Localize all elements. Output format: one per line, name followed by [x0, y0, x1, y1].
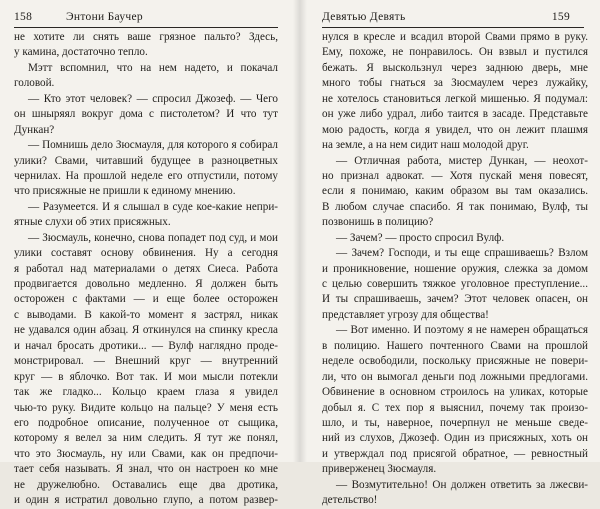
text-line: не удавался один абзац. Я откинулся на спинку кресла	[14, 324, 278, 337]
text-line: продвигается довольно медленно. Я должен быть	[14, 278, 278, 290]
right-page-header	[322, 0, 588, 30]
text-line: — Зачем? Господи, и ты еще спрашиваешь? Взлом	[336, 247, 588, 260]
text-line: В любом случае спасибо. Я так понимаю, Вулф, ты	[322, 200, 588, 213]
text-line: И ты спрашиваешь, зачем? Этот человек опасен, он	[322, 293, 588, 306]
text-line: Дункан?	[14, 123, 55, 136]
text-line: мою радость, когда я увидел, что он лежит плашмя	[322, 123, 588, 136]
text-line: головой.	[14, 77, 55, 90]
header-rule	[14, 27, 278, 28]
text-line: чью-то руку. Видите кольцо на пальце? У меня есть	[14, 401, 278, 414]
right-page	[300, 0, 600, 507]
text-line: бежать. Я выскользнул через заднюю дверь, мне	[322, 61, 588, 74]
text-line: добыл я. С тех пор я выяснил, почему так произо-	[322, 401, 588, 414]
text-line: — Отличная работа, мистер Дункан, — неохот-	[336, 154, 588, 167]
right-page-number: 159	[551, 11, 570, 23]
text-line: представляет угрозу для общества!	[322, 308, 489, 321]
text-line: — Помнишь дело Зюсмауля, для которого я собирал	[28, 139, 278, 152]
text-line: на земле, а на нем сидит наш молодой друг.	[322, 139, 529, 152]
left-page	[0, 0, 300, 507]
header-rule	[322, 27, 584, 28]
text-line: он шныряял вокруг дома с пистолетом? И что тут	[14, 108, 278, 121]
text-line: ли, что он вымогал деньги под ложными предлогами.	[322, 370, 588, 383]
right-page-text	[322, 30, 588, 509]
text-line: круг — в яблочко. Вот так. И мои мысли потекли	[14, 370, 278, 383]
text-line: не дружелюбно. Оставались еще два дротика,	[14, 478, 278, 491]
left-page-header	[14, 0, 278, 30]
text-line: если я понимаю, каким образом вы там оказались.	[322, 185, 588, 198]
text-line: монстрировал. — Внешний круг — внутренний	[14, 355, 278, 368]
text-line: чернилах. На прошлой неделе его отпустили, потому	[14, 169, 278, 182]
text-line: много тобы гнаться за Зюсмаулем через лужайку,	[322, 77, 588, 90]
text-line: которому я велел за ним следить. Я тут же понял,	[14, 432, 278, 445]
text-line: — Зачем? — просто спросил Вулф.	[336, 231, 505, 244]
text-line: не хотите ли снять ваше грязное пальто? Здесь,	[14, 31, 278, 43]
text-line: но признал адвокат. — Хотя пускай меня повесят,	[322, 169, 588, 182]
text-line: — Возмутительно! Он должен ответить за лжесви-	[336, 478, 588, 491]
text-line: — Разумеется. И я слышал в суде кое-какие непри-	[28, 200, 278, 213]
right-running-head: Девятью Девять	[322, 11, 406, 23]
text-line: его подробное описание, полученное от сыщика,	[14, 416, 278, 429]
text-line: улики составят основу обвинения. Ну а сегодня	[14, 247, 278, 260]
left-running-head: Энтони Баучер	[66, 11, 143, 23]
text-line: Мэтт вспомнил, что на нем надето, и покачал	[28, 61, 278, 74]
text-line: ятные слухи об этих присяжных.	[14, 216, 171, 229]
text-line: тает себя называть. Я знал, что он настроен ко мне	[14, 463, 278, 476]
text-line: я работал над материалами о детях Сиеса. Работа	[14, 262, 278, 275]
left-page-text	[14, 30, 278, 509]
text-line: приверженец Зюсмауля.	[322, 463, 437, 476]
text-line: осторожен с фактами — и еще более осторожен	[14, 293, 278, 306]
text-line: позвонишь в полицию?	[322, 216, 434, 229]
text-line: неделе освободили, поскольку присяжные не повери-	[322, 355, 588, 368]
text-line: — Вот именно. И поэтому я не намерен обращаться	[336, 324, 588, 337]
text-line: что это Зюсмауль, ну или Свами, как он предпочи-	[14, 447, 278, 460]
text-line: шло, и ты, наверное, почерпнул не меньше сведе-	[322, 416, 588, 429]
text-line: улики? Свами, читавший будущее в разноцветных	[14, 154, 278, 167]
text-line: что присяжные не пришли к единому мнению.	[14, 185, 236, 198]
text-line: у камина, достаточно тепло.	[14, 46, 148, 59]
text-line: — Зюсмауль, конечно, снова попадет под суд, и мои	[28, 231, 278, 244]
text-line: и проникновение, ношение оружия, слежка за домом	[322, 262, 588, 275]
text-line: ний из слухов, Джозеф. Один из присяжных, хоть он	[322, 432, 588, 445]
text-line: с выводами. В какой-то момент я застрял, никак	[14, 308, 278, 321]
text-line: и один я истратил довольно глупо, а потом развер-	[14, 494, 278, 507]
text-line: и утверждал под присягой обратное, — ревностный	[322, 447, 588, 460]
text-line: и начал бросать дротики... — Вулф наглядно проде-	[14, 339, 278, 352]
text-line: в полицию. Нашего почтенного Свами на прошлой	[322, 339, 588, 352]
text-line: Обвинение в основном строилось на уликах, которые	[322, 386, 588, 399]
text-line: так же гладко... Кольцо краем глаза я увидел	[14, 386, 278, 399]
left-page-number: 158	[14, 11, 33, 23]
text-line: с целью совершить тяжкое уголовное преступление...	[322, 278, 588, 290]
text-line: он уже либо удрал, либо таится в засаде. Представьте	[322, 108, 588, 121]
text-line: не хотелось становиться легкой мишенью. Я подумал:	[322, 92, 588, 105]
text-line: Ему, похоже, не понравилось. Он взвыл и пустился	[322, 46, 588, 59]
text-line: — Кто этот человек? — спросил Джозеф. — Чего	[28, 92, 278, 105]
text-line: нулся в кресле и всадил второй Свами прямо в руку.	[322, 31, 588, 43]
text-line: детельство!	[322, 494, 378, 507]
